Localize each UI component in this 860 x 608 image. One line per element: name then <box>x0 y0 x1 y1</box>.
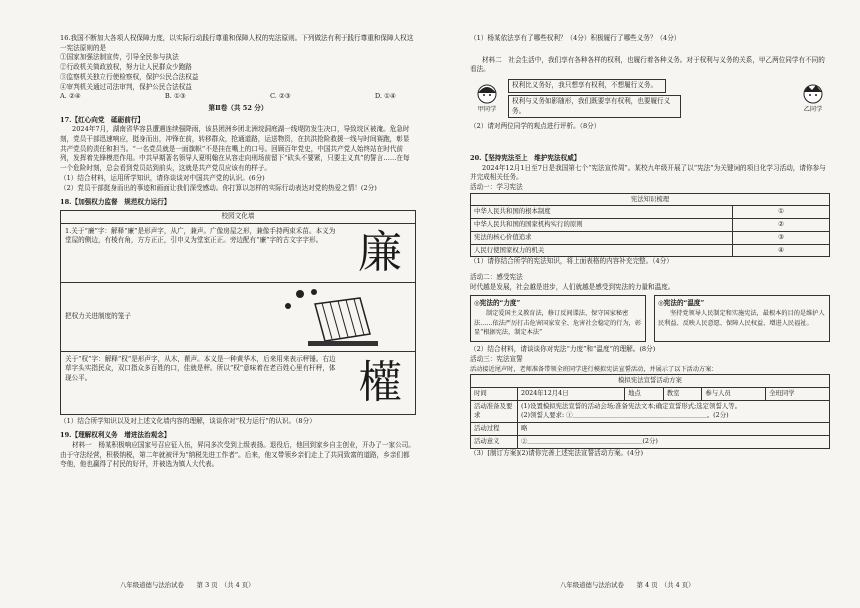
q20-sub1: （1）请你结合所学的宪法知识，将上面表格的内容补充完整。（4分） <box>470 257 673 266</box>
activity-one: 活动一：学习宪法 <box>470 183 523 192</box>
q16-item: ①国家加强法制宣传，引导全民参与执法 <box>60 53 179 62</box>
table-row: 时间 2024年12月4日 地点 教室 参与人员 全班同学 <box>471 387 830 400</box>
quan-glyph: 權 <box>358 356 402 408</box>
warmth-text: 坚持党领导人民制定和实施宪法，最根本的目的是维护人民利益、反映人民意愿、保障人民权益、增进人民福祉。 <box>658 310 825 327</box>
activity-two-body: 时代越是发展，社会越是进步，人们就越是感受到宪法的力量和温度。 <box>470 282 675 291</box>
option-a[interactable]: A. ②④ <box>60 92 81 101</box>
footer-left: 八年级道德与法治试卷 第 3 页 （共 4 页） <box>120 581 255 589</box>
q16-options <box>60 92 416 102</box>
oath-plan-table <box>470 374 830 448</box>
girl-avatar-icon <box>476 83 498 105</box>
right-page <box>470 34 830 458</box>
q20-title: 20.【坚持宪法至上 维护宪法权威】 <box>470 153 581 162</box>
activity-three-body: 活动接近尾声时，老师准备带领全班同学进行模拟宪法宣誓活动，并展示了以下活动方案： <box>470 365 718 373</box>
student-yi-label: 乙同学 <box>803 105 823 113</box>
q20-intro: 2024年12月1日至7日是我国第七个“宪法宣传周”。某校九年级开展了以“宪法”为关键词的项目化学习活动，请你参与并完成相关任务。 <box>470 163 826 182</box>
part-two-heading: 第Ⅱ卷（共 52 分） <box>208 103 268 112</box>
blank-two[interactable]: ②＿＿＿＿＿＿＿＿＿＿＿＿＿＿＿＿＿＿(2分) <box>518 435 830 448</box>
constitution-panes <box>470 295 830 342</box>
activity-three: 活动三：宪法宣誓 <box>470 354 523 363</box>
q16-item: ④审判机关通过司法审判，保护公民合法权益 <box>60 82 192 91</box>
table-row: 中华人民共和国的国家机构实行的原则 ② <box>471 219 830 232</box>
table-row: 人民行使国家权力的机关 ④ <box>471 244 830 257</box>
bubble-jia: 权利比义务好，我只想享有权利，不想履行义务。 <box>508 79 666 93</box>
student-yi <box>796 83 830 115</box>
option-c[interactable]: C. ②③ <box>269 92 291 101</box>
blank-one[interactable]: (2)领誓人要求: ①＿＿＿＿＿＿＿＿＿＿＿＿＿＿＿＿＿＿＿＿＿。(2分) <box>521 411 729 420</box>
q19-material1: 材料一 杨某积极响应国家号召应征入伍，昇同多次受到上级表扬。退役后，他回到家乡自主创业，开办了一家公司。由于守法经营，积极纳税，第二年就被评为“纳税先进工作者”。后来，他又带领乡亲们走上了共同致富的道路，乡亲们都夸他，他也赢得了村民的好评，并被选为镇人大代表。 <box>60 441 415 469</box>
q17-sub1: （1）结合材料，运用所学知识，请你谈谈对中国共产党的认识。(6分) <box>60 173 265 182</box>
q17-body: 2024年7月，湖南省华容县遭遇连续强降雨，该县团洲乡团北洲垸洞庭湖一线堤防发生决口，导致垸区被淹。危急时刻，党员干部迅速响应，挺身而出，冲锋在前，转移群众，抢通道路，运送物资，在抗洪抢险救援一线与时间赛跑，彰显共产党员的责任和担当。“一名党员就是一面旗帜”不是挂在嘴上的口号。回顾百年党史，中国共产党人始终站在时代前列，发挥着先锋模范作用。中共早期著名领导人夏明翰在从容走向刑场前留下“砍头不要紧，只要主义真”的誓言……在每一个危险时刻，总会看到党员站到前头，这就是共产党员应该有的样子。 <box>60 125 410 173</box>
lian-text: 1.关于“廉”字：解释“廉”是形声字，从广，兼声。广像房屋之形，兼像手持两束禾苗。本义为堂屋的侧边，有棱有角，方方正正，引申义为堂室正正。旁边配有“廉”字的古文字字形。 <box>65 226 336 245</box>
constitution-table <box>470 193 830 258</box>
table-row: 活动意义 ②＿＿＿＿＿＿＿＿＿＿＿＿＿＿＿＿＿＿(2分) <box>471 435 830 448</box>
footer-right: 八年级道德与法治试卷 第 4 页 （共 4 页） <box>560 581 695 589</box>
boy-avatar-icon <box>802 83 824 105</box>
q20-sub3: （3）[制订方案](2)请你完善上述宪法宣誓活动方案。(4分) <box>470 448 644 457</box>
table-title: 宪法知识梳理 <box>471 193 830 206</box>
q19-sub2: （2）请对两位同学的观点进行评析。（8分） <box>470 122 601 131</box>
q17-sub2: （2）党员干部挺身而出的事迹和画面让我们深受感动。你打算以怎样的实际行动表达对党的热爱之情！(2分) <box>60 183 377 192</box>
quan-text: 关于“权”字：解释“权”是形声字，从木，雚声。本义是一种黄华木，后来用来表示秤锤。右边草字头实指民众，双口指众多百姓的口，佳就是秤。所以“权”意味着在老百姓心里有杆秤，体现公平。 <box>65 354 336 383</box>
student-jia-label: 甲同学 <box>477 105 497 113</box>
q20-sub2: （2）结合材料，请谈谈你对宪法“力度”和“温度”的理解。(8分) <box>470 345 656 354</box>
lian-glyph: 廉 <box>358 226 402 278</box>
q16-stem: 16.我国不断加大各项人权保障力度，以实际行动践行尊重和保障人权的宪法原则。下列做法有利于践行尊重和保障人权这一宪法原则的是 <box>60 34 414 52</box>
q16-item: ②行政机关简政放权，努力让人民群众少跑路 <box>60 63 192 72</box>
q18-sub1: （1）结合所学知识以及对上述文化墙内容的理解，谈谈你对“权力运行”的认识。（8分） <box>60 416 316 425</box>
option-b[interactable]: B. ①③ <box>164 92 186 101</box>
power-title: ◎宪法的“力度” <box>474 299 521 308</box>
option-d[interactable]: D. ①④ <box>374 92 396 101</box>
table-row: 中华人民共和国的根本制度 ① <box>471 206 830 219</box>
cage-illustration <box>255 283 415 351</box>
q19-sub1: （1）杨某依法享有了哪些权利？（4分）积极履行了哪些义务？（4分） <box>470 34 681 42</box>
culture-wall <box>60 210 416 415</box>
q19-material2: 材料二 社会生活中，我们享有各种各样的权利，也履行着各种义务。对于权利与义务的关系，甲乙两位同学有不同的看法。 <box>470 55 825 74</box>
q17-title: 17.【红心向党 砥砺前行】 <box>60 115 145 124</box>
power-pane <box>470 295 646 342</box>
q16-item: ③监察机关独立行使检察权，保护公民合法权益 <box>60 72 199 81</box>
student-jia <box>470 83 504 115</box>
q19-title: 19.【理解权利义务 增进法治观念】 <box>60 431 171 440</box>
power-text: 制定爱国主义教育法，修订反间谍法、保守国家秘密法……依法严厉打击危害国家安全、危害社会稳定的行为，彰显“根据宪法，制定本法” <box>474 310 642 337</box>
plan-title: 模拟宪法宣誓活动方案 <box>471 375 830 388</box>
culture-wall-title: 校园文化墙 <box>61 211 415 224</box>
table-row: 宪法的核心价值追求 ③ <box>471 231 830 244</box>
cage-caption: 把权力关进制度的笼子 <box>65 311 131 320</box>
activity-two: 活动二：感受宪法 <box>470 272 523 281</box>
q18-title: 18.【加强权力监督 规范权力运行】 <box>60 198 171 207</box>
lian-glyph-image <box>345 224 415 282</box>
bubble-yi: 权利与义务如影随形，我们既要享有权利，也要履行义务。 <box>508 95 681 118</box>
left-page <box>60 34 416 470</box>
warmth-pane <box>654 295 830 342</box>
table-row: 活动过程 略 <box>471 423 830 436</box>
debate-illustration <box>470 77 830 120</box>
warmth-title: ◎宪法的“温度” <box>658 299 705 308</box>
table-row: 活动准备及要求 (1)设置模拟宪法宣誓的活动会场;准备宪法文本;确定宣誓形式;选定领誓人等。 (2)领誓人要求: ①＿＿＿＿＿＿＿＿＿＿＿＿＿＿＿＿＿＿＿＿＿。(2分) <box>471 400 830 422</box>
quan-glyph-image <box>345 352 415 414</box>
